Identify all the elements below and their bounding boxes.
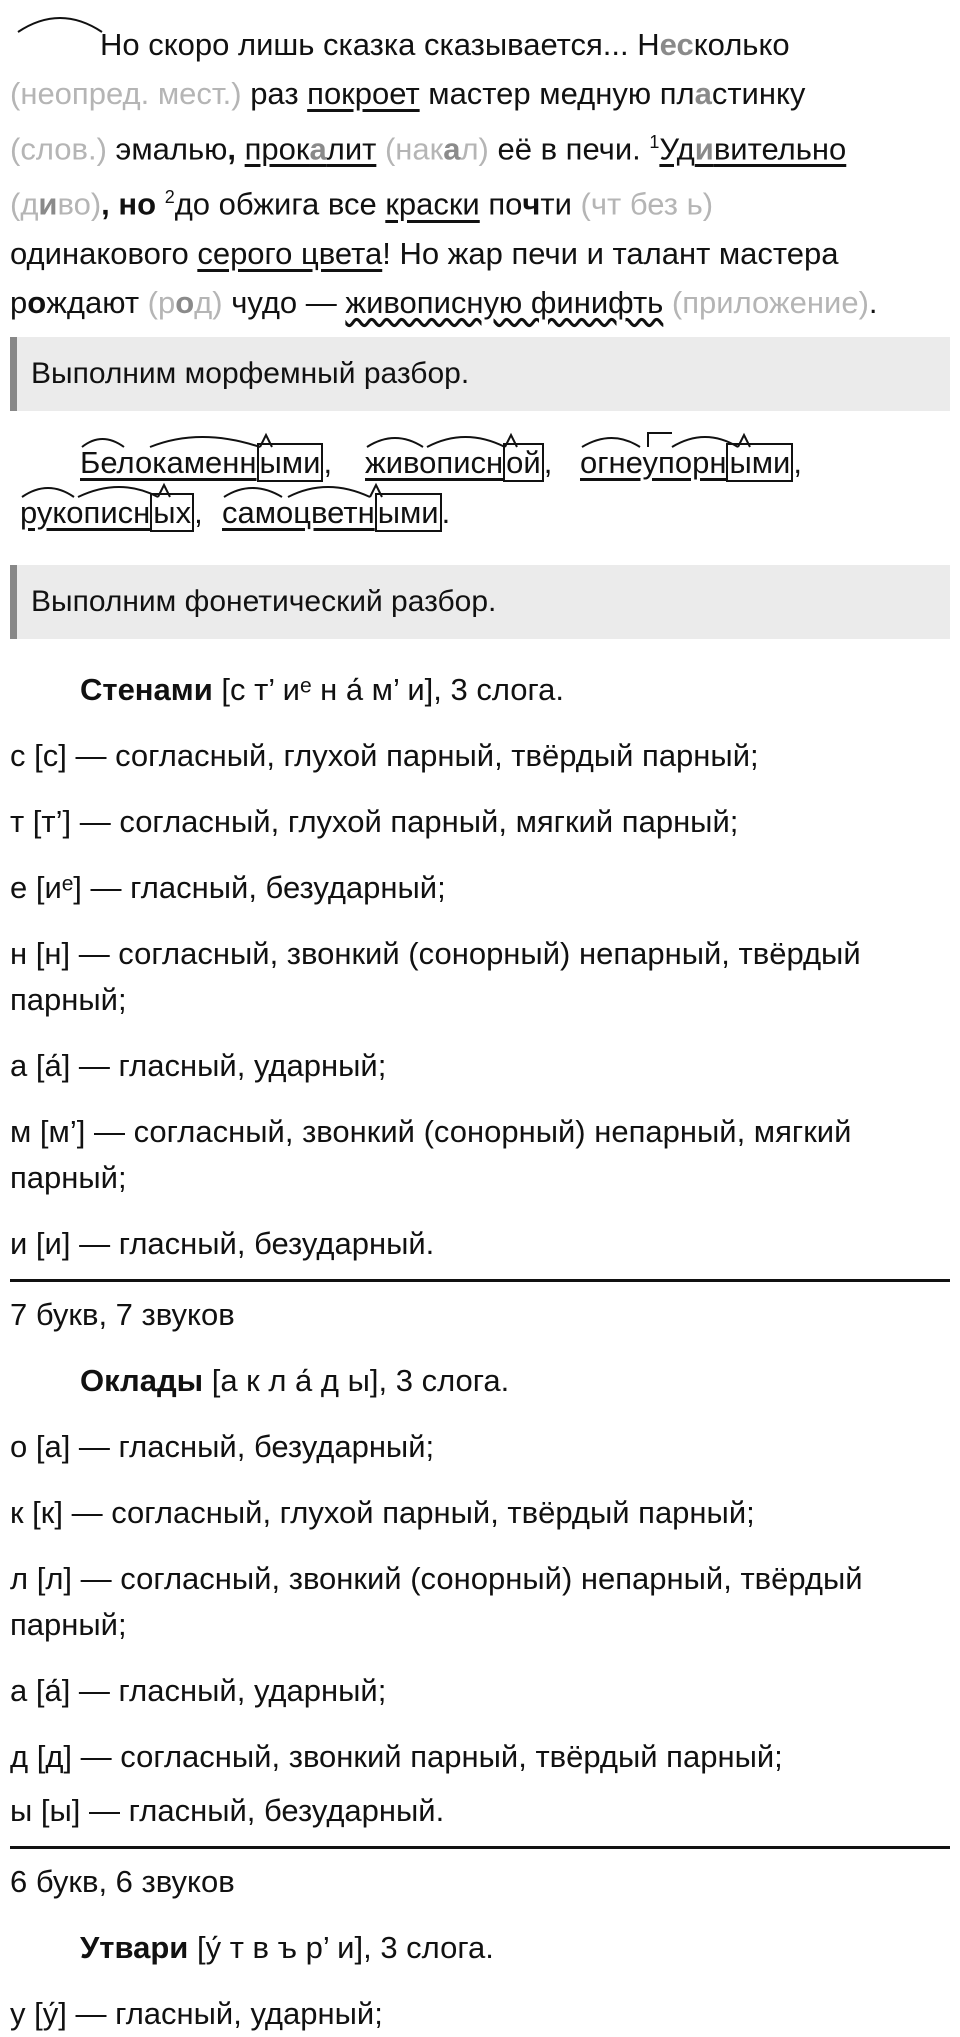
check-word: (диво) <box>10 186 102 222</box>
morphemic-analysis <box>10 415 950 555</box>
sound-line: ы [ы] — гласный, безударный. <box>10 1792 445 1828</box>
grammar-note: (слов.) <box>10 131 107 167</box>
grammar-note: (приложение) <box>663 284 869 320</box>
footnote-mark: 2 <box>164 187 175 208</box>
story-paragraph <box>10 0 950 327</box>
banner-text: Выполним морфемный разбор. <box>31 356 470 390</box>
highlight-letters: ес <box>659 27 694 62</box>
ending-box: ыми <box>726 443 793 482</box>
sound-line: у [у́] — гласный, ударный; <box>10 1995 383 2031</box>
ending-box: ыми <box>257 443 324 482</box>
story-text: ! Но жар печи и талант мастера <box>382 235 839 271</box>
story-text: чудо — <box>222 284 346 320</box>
sound-line: д [д] — согласный, звонкий парный, твёрдый парный; <box>10 1738 783 1774</box>
transcription: [у́ т в ъ р’ и], 3 слога. <box>188 1929 494 1965</box>
sound-line: с [с] — согласный, глухой парный, твёрдый парный; <box>10 737 759 773</box>
grammar-note: (чт без ь) <box>580 186 714 222</box>
phonetic-banner <box>10 565 950 639</box>
story-text: эмалью <box>106 131 228 167</box>
morpheme-arc <box>20 479 220 499</box>
morpheme-arc <box>222 479 442 499</box>
transcription: [а к л а́ д ы], 3 слога. <box>203 1362 510 1398</box>
sound-line: и [и] — гласный, безударный. <box>10 1225 435 1261</box>
ending-box: ыми <box>375 493 442 532</box>
morph-word: рукописных, <box>20 495 203 531</box>
divider <box>10 1846 950 1849</box>
ending-box: ых <box>150 493 194 532</box>
story-text: колько <box>693 27 790 62</box>
story-text: мастер медную <box>419 76 660 111</box>
story-text: по <box>479 186 523 222</box>
check-word: (накал) <box>384 131 489 167</box>
sound-line: л [л] — согласный, звонкий (сонорный) непарный, твёрдый парный; <box>10 1560 863 1642</box>
story-text: одинакового <box>10 235 198 271</box>
predicate: Удивительно <box>659 131 847 167</box>
letter-sound-count: 6 букв, 6 звуков <box>10 1863 235 1899</box>
word-title: Стенами <box>80 671 213 707</box>
sound-line: н [н] — согласный, звонкий (сонорный) непарный, твёрдый парный; <box>10 935 861 1017</box>
morph-word: живописной, <box>365 445 552 481</box>
story-text: ждают <box>46 284 148 320</box>
sound-line: м [м’] — согласный, звонкий (сонорный) непарный, мягкий парный; <box>10 1113 852 1195</box>
sound-line: а [а́] — гласный, ударный; <box>10 1672 387 1708</box>
story-text: . <box>868 284 878 320</box>
morph-word: Белокаменными, <box>80 445 332 481</box>
word-title: Утвари <box>80 1929 189 1965</box>
comma: , <box>227 131 237 167</box>
check-word: (род) <box>147 284 223 320</box>
predicate: серого цвета <box>197 235 383 271</box>
morph-word: огнеупорными, <box>580 445 802 481</box>
story-text: до обжига все <box>174 186 386 222</box>
arc-mark <box>16 12 104 34</box>
sound-line: к [к] — согласный, глухой парный, твёрдый парный; <box>10 1494 755 1530</box>
story-text: стинку <box>711 76 806 111</box>
highlight-letters: а <box>694 76 712 111</box>
word-heading <box>10 1925 950 1971</box>
story-text: р <box>10 284 28 320</box>
sound-line: о [а] — гласный, безударный; <box>10 1428 435 1464</box>
morpheme-arc <box>80 429 330 449</box>
predicate: прокалит <box>244 131 377 167</box>
word-heading <box>10 1358 950 1404</box>
word-title: Оклады <box>80 1362 204 1398</box>
predicate: покроет <box>307 76 420 111</box>
story-text: пл <box>659 76 695 111</box>
banner-text: Выполним фонетический разбор. <box>31 584 497 618</box>
morph-word: самоцветными. <box>222 495 450 531</box>
highlight-letters: ч <box>522 186 541 222</box>
transcription: [с т’ иᵉ н а́ м’ и], 3 слога. <box>212 671 565 707</box>
word-heading <box>10 667 950 713</box>
footnote-mark: 1 <box>649 132 660 152</box>
subject: краски <box>385 186 480 222</box>
morphemic-banner <box>10 337 950 411</box>
sound-line: т [т’] — согласный, глухой парный, мягкий парный; <box>10 803 739 839</box>
ending-box: ой <box>503 443 544 482</box>
letter-sound-count: 7 букв, 7 звуков <box>10 1296 235 1332</box>
story-text: раз <box>241 76 308 111</box>
story-text: Но скоро лишь сказка сказывается... Н <box>100 27 660 62</box>
conjunction: , но <box>101 186 157 222</box>
morpheme-arc <box>580 429 800 449</box>
appositive: живописную финифть <box>345 284 664 320</box>
story-text: её в печи. <box>488 131 650 167</box>
highlight-letters: о <box>27 284 47 320</box>
sound-line: е [иᵉ] — гласный, безударный; <box>10 869 446 905</box>
morpheme-arc <box>365 429 565 449</box>
divider <box>10 1279 950 1282</box>
grammar-note: (неопред. мест.) <box>10 76 242 111</box>
sound-line: а [а́] — гласный, ударный; <box>10 1047 387 1083</box>
story-text: ти <box>540 186 581 222</box>
